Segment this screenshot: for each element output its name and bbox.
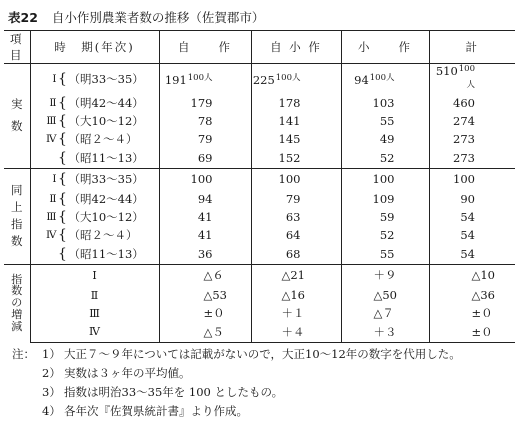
table-title: 自小作別農業者数の推移（佐賀郡市） [51,10,265,25]
table-row [4,264,515,286]
period-cell: Ⅳ { （昭２〜４） [30,130,159,148]
value-cell: $94^{100人}$ [341,64,429,95]
header-owner: 自 作 [159,31,251,64]
value-cell: 100 [159,168,251,190]
table-row [4,168,515,190]
header-period: 時 期(年次) [30,31,159,64]
change-cell: ＋３ [341,322,429,342]
value-cell: 41 [159,226,251,244]
change-cell: ±０ [159,304,251,322]
period-cell: Ⅰ { （明33〜35） [30,64,159,95]
table-row [4,304,515,322]
change-period: Ⅰ [30,264,159,286]
value-cell: 64 [251,226,341,244]
value-cell: 54 [429,244,515,264]
change-cell: ＋４ [251,322,341,342]
table-row [4,130,515,148]
change-cell: △50 [341,286,429,304]
period-cell: { （昭11〜13） [30,244,159,264]
table-row [4,94,515,112]
value-cell: 178 [251,94,341,112]
period-cell: Ⅰ { （明33〜35） [30,168,159,190]
note-item: 注： 1） 大正７〜９年については記載がないので，大正10〜12年の数字を代用した。 [12,347,461,361]
value-cell: 152 [251,148,341,168]
change-cell: △21 [251,264,341,286]
period-cell: Ⅲ { （大10〜12） [30,112,159,130]
value-cell: 52 [341,226,429,244]
change-cell: △７ [341,304,429,322]
value-cell: 141 [251,112,341,130]
note-item: 3） 指数は明治33〜35年を 100 としたもの。 [42,385,284,399]
value-cell: 55 [341,112,429,130]
value-cell: 100 [429,168,515,190]
value-cell: 90 [429,190,515,208]
change-cell: △16 [251,286,341,304]
value-cell: 94 [159,190,251,208]
value-cell: 103 [341,94,429,112]
value-cell: 145 [251,130,341,148]
header-tenant: 小 作 [341,31,429,64]
table-row [4,190,515,208]
value-cell: 55 [341,244,429,264]
value-cell: 69 [159,148,251,168]
change-cell: △10 [429,264,515,286]
period-cell: Ⅲ { （大10〜12） [30,208,159,226]
value-cell: 41 [159,208,251,226]
value-cell: 49 [341,130,429,148]
section-label-index: 同 上 指 数 [4,168,30,264]
change-cell: △６ [159,264,251,286]
value-cell: 79 [251,190,341,208]
table-caption [8,8,264,26]
change-cell: △36 [429,286,515,304]
value-cell: 63 [251,208,341,226]
period-cell: Ⅳ { （昭２〜４） [30,226,159,244]
note-item: 2） 実数は３ヶ年の平均値。 [42,366,191,380]
note-item: 4） 各年次『佐賀県統計書』より作成。 [42,404,248,418]
table-notes [12,345,461,421]
table-row [4,244,515,264]
header-total: 計 [429,31,515,64]
period-cell: Ⅱ { （明42〜44） [30,190,159,208]
section-label-actual: 実 数 [11,97,23,134]
farmer-table [4,30,515,343]
value-cell: $225^{100人}$ [251,64,341,95]
table-row [4,148,515,168]
value-cell: 78 [159,112,251,130]
table-row [4,226,515,244]
change-period: Ⅱ [30,286,159,304]
value-cell: $510^{100人}$ [429,64,515,95]
value-cell: 68 [251,244,341,264]
header-item: 項目 [4,31,30,64]
table-row [4,208,515,226]
value-cell: 274 [429,112,515,130]
change-cell: △５ [159,322,251,342]
change-cell: ＋９ [341,264,429,286]
value-cell: 100 [341,168,429,190]
value-cell: 54 [429,208,515,226]
change-cell: ＋１ [251,304,341,322]
value-cell: 179 [159,94,251,112]
value-cell: $191^{100人}$ [159,64,251,95]
value-cell: 54 [429,226,515,244]
table-row [4,322,515,342]
header-part-owner: 自 小 作 [251,31,341,64]
period-cell: Ⅱ { （明42〜44） [30,94,159,112]
change-cell: ±０ [429,322,515,342]
value-cell: 36 [159,244,251,264]
value-cell: 109 [341,190,429,208]
value-cell: 100 [251,168,341,190]
value-cell: 273 [429,130,515,148]
change-period: Ⅲ [30,304,159,322]
value-cell: 79 [159,130,251,148]
value-cell: 273 [429,148,515,168]
header-row [4,31,515,64]
value-cell: 52 [341,148,429,168]
table-number: 表22 [8,10,38,25]
change-cell: ±０ [429,304,515,322]
table-row [4,64,515,95]
change-cell: △53 [159,286,251,304]
table-row [4,112,515,130]
change-period: Ⅳ [30,322,159,342]
table-row [4,286,515,304]
period-cell: { （昭11〜13） [30,148,159,168]
value-cell: 59 [341,208,429,226]
value-cell: 460 [429,94,515,112]
section-label-change: 指 数 の 増 減 [4,264,30,342]
